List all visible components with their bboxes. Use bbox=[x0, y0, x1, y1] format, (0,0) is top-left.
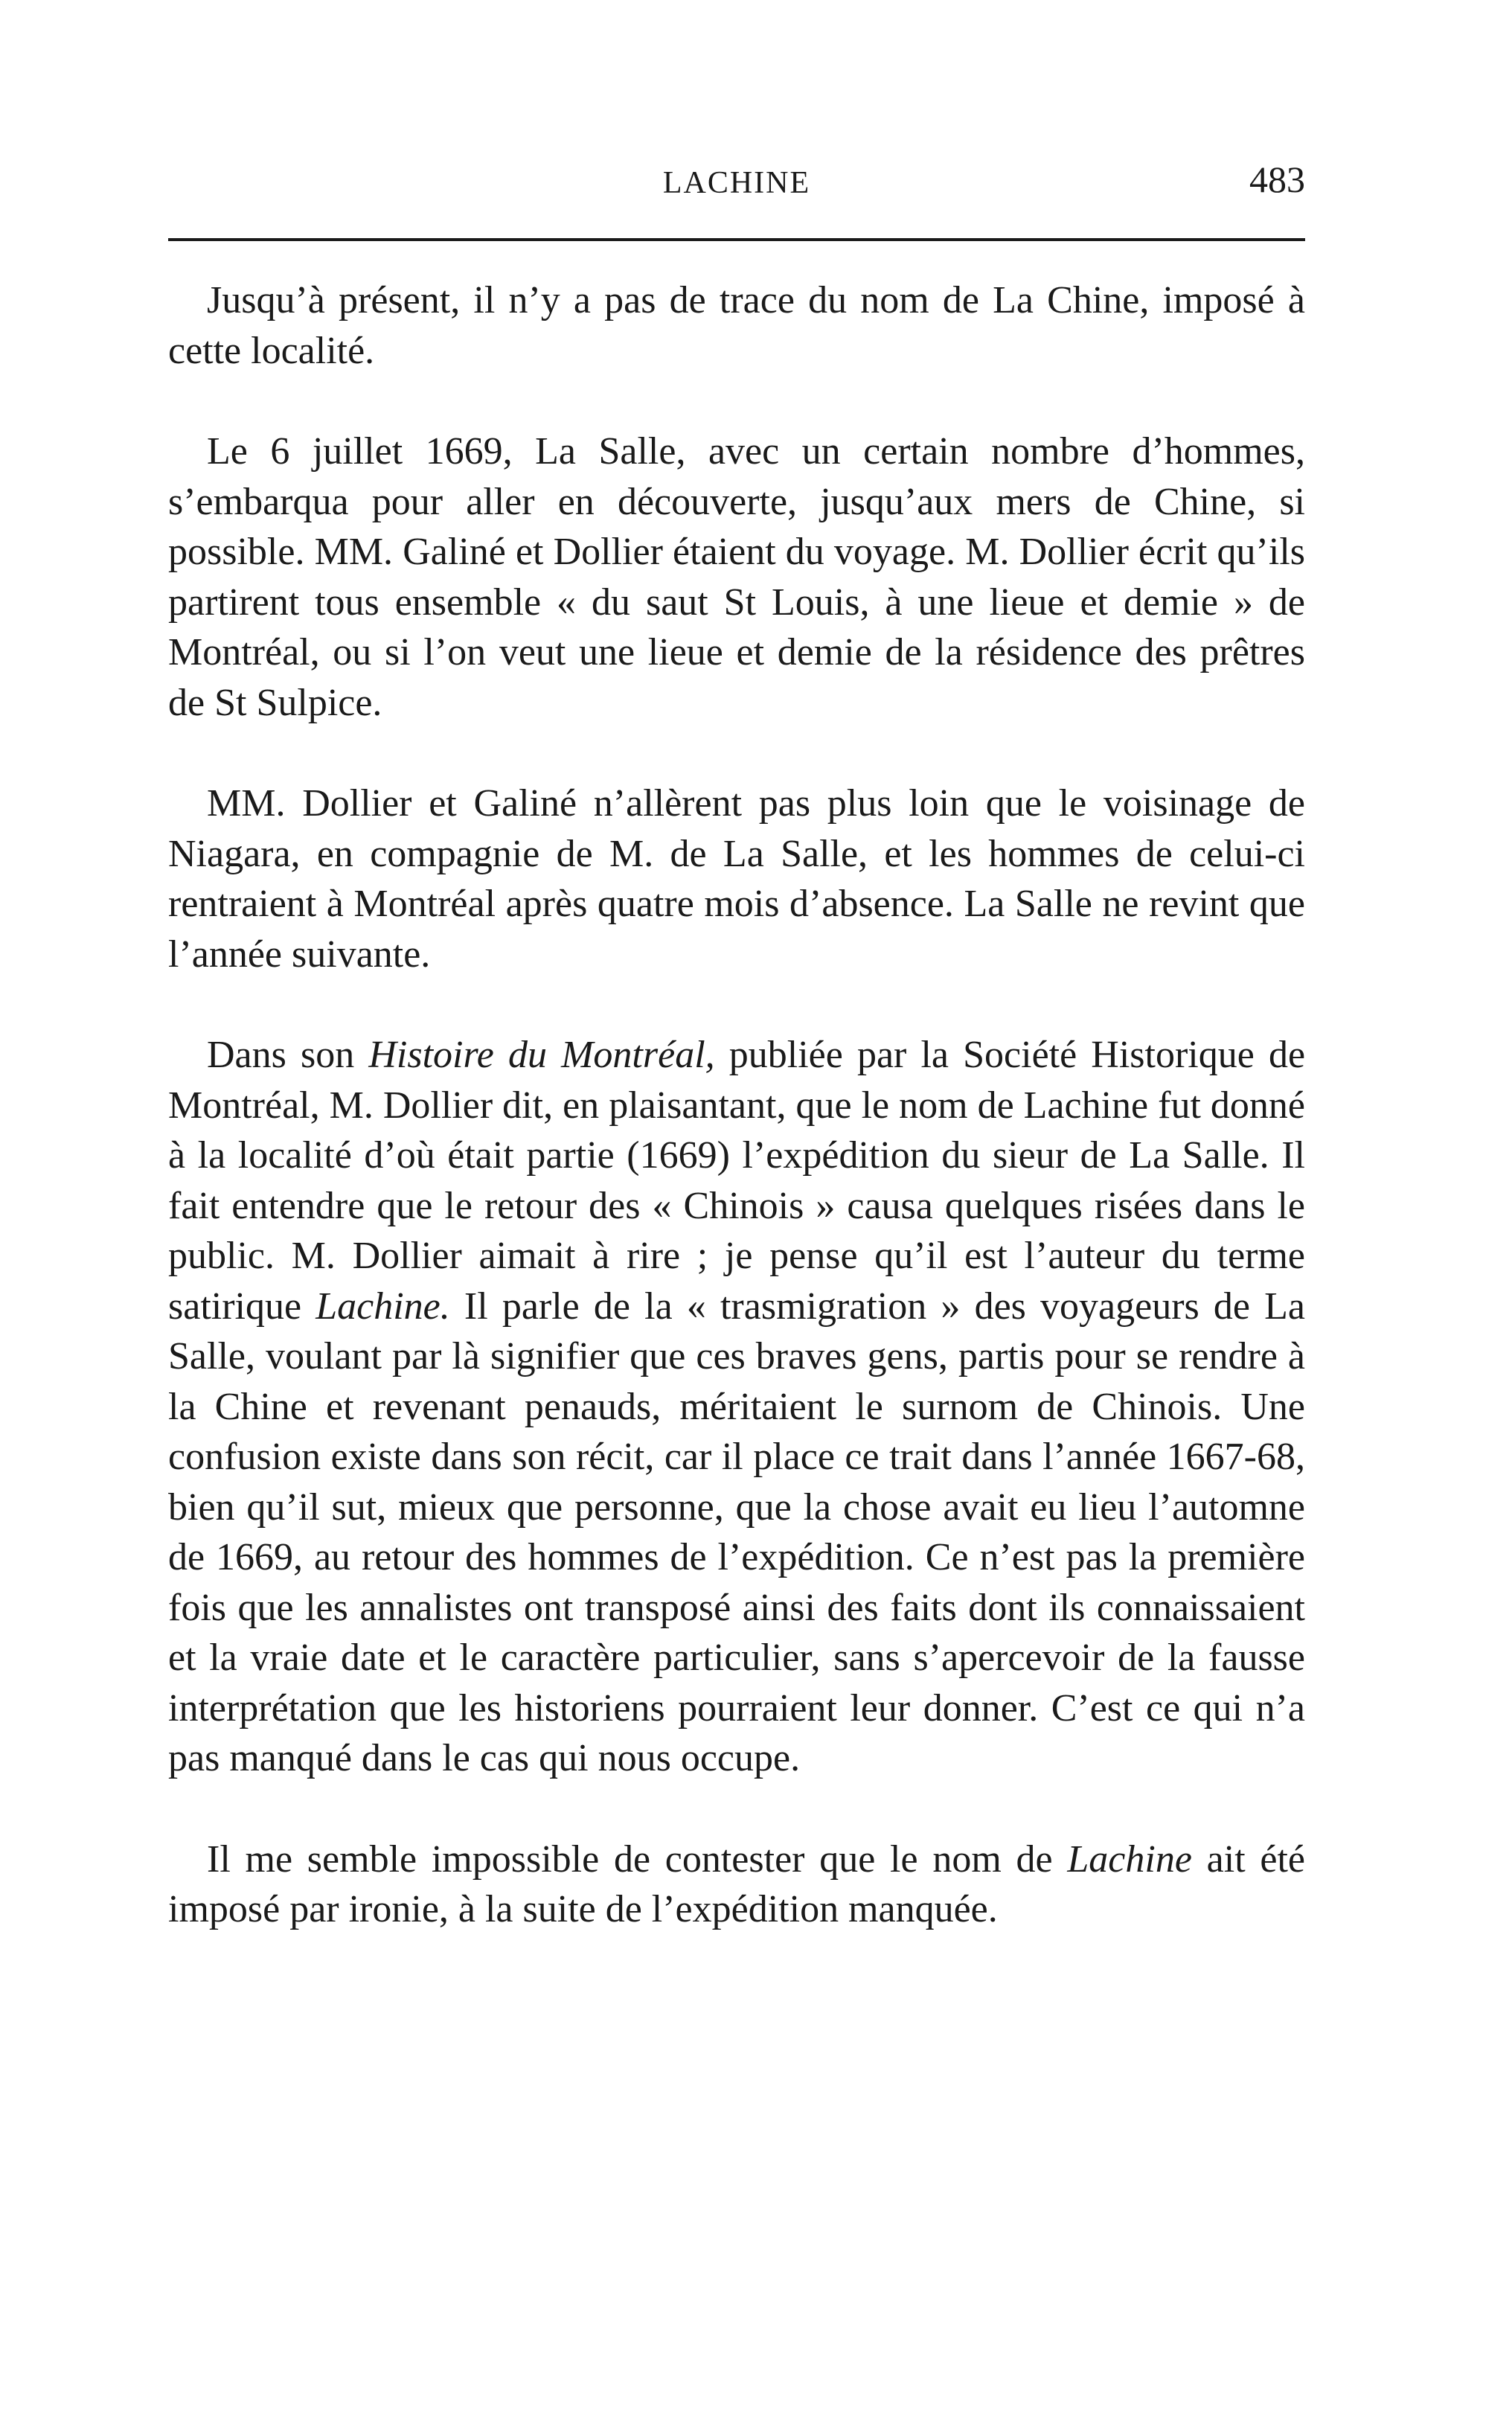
paragraph-4-after: Il parle de la « trasmigration » des voyageurs de La Salle, voulant par là signifier que ces braves gens, partis pour se rendre à la Chine et revenant penauds, méritaient le surnom de Chinois. Une confusion existe dans son récit, car il place ce trait dans l’année 1667-68, bien qu’il sut, mieux que personne, que la chose avait eu lieu l’automne de 1669, au retour des hommes de l’expédition. Ce n’est pas la première fois que les annalistes ont transposé ainsi des faits dont ils connaissaient et la vraie date et le caractère particulier, sans s’apercevoir de la fausse interprétation que les historiens pourraient leur donner. C’est ce qui n’a pas manqué dans le cas qui nous occupe. bbox=[168, 1284, 1305, 1779]
paragraph-1 bbox=[168, 275, 1305, 376]
paragraph-1-text: Jusqu’à présent, il n’y a pas de trace du nom de La Chine, imposé à cette localité. bbox=[168, 279, 1305, 372]
paragraph-2-text: Le 6 juillet 1669, La Salle, avec un certain nombre d’hommes, s’embarqua pour aller en découverte, jusqu’aux mers de Chine, si possible. MM. Galiné et Dollier étaient du voyage. M. Dollier écrit qu’ils partirent tous ensemble « du saut St Louis, à une lieue et demie » de Montréal, ou si l’on veut une lieue et demie de la résidence des prêtres de St Sulpice. bbox=[168, 430, 1305, 724]
running-title: LACHINE bbox=[662, 166, 811, 200]
body-text bbox=[168, 275, 1305, 1935]
book-title-italic: Histoire du Montréal, bbox=[368, 1034, 715, 1076]
paragraph-3-text: MM. Dollier et Galiné n’allèrent pas plus loin que le voisinage de Niagara, en compagnie de M. de La Salle, et les hommes de celui-ci rentraient à Montréal après quatre mois d’absence. La Salle ne revint que l’année suivante. bbox=[168, 782, 1305, 976]
paragraph-2 bbox=[168, 426, 1305, 728]
term-lachine-italic: Lachine. bbox=[315, 1284, 450, 1328]
paragraph-4-before: Dans son bbox=[207, 1034, 369, 1076]
paragraph-4-middle: publiée par la Société Historique de Montréal, M. Dollier dit, en plaisantant, que le nom de Lachine fut donné à la localité d’où était partie (1669) l’expédition du sieur de La Salle. Il fait entendre que le retour des « Chinois » causa quelques risées dans le public. M. Dollier aimait à rire ; je pense qu’il est l’auteur du terme satirique bbox=[168, 1034, 1306, 1328]
name-lachine-italic: Lachine bbox=[1067, 1837, 1192, 1881]
running-head bbox=[168, 158, 1305, 210]
paragraph-5 bbox=[168, 1834, 1305, 1935]
header-rule bbox=[168, 238, 1305, 241]
paragraph-5-after: ait été imposé par ironie, à la suite de l’expédition manquée. bbox=[168, 1837, 1305, 1930]
page-number: 483 bbox=[1249, 159, 1305, 200]
paragraph-4 bbox=[168, 1030, 1305, 1784]
paragraph-5-before: Il me semble impossible de contester que le nom de bbox=[207, 1837, 1068, 1881]
paragraph-3 bbox=[168, 778, 1305, 979]
